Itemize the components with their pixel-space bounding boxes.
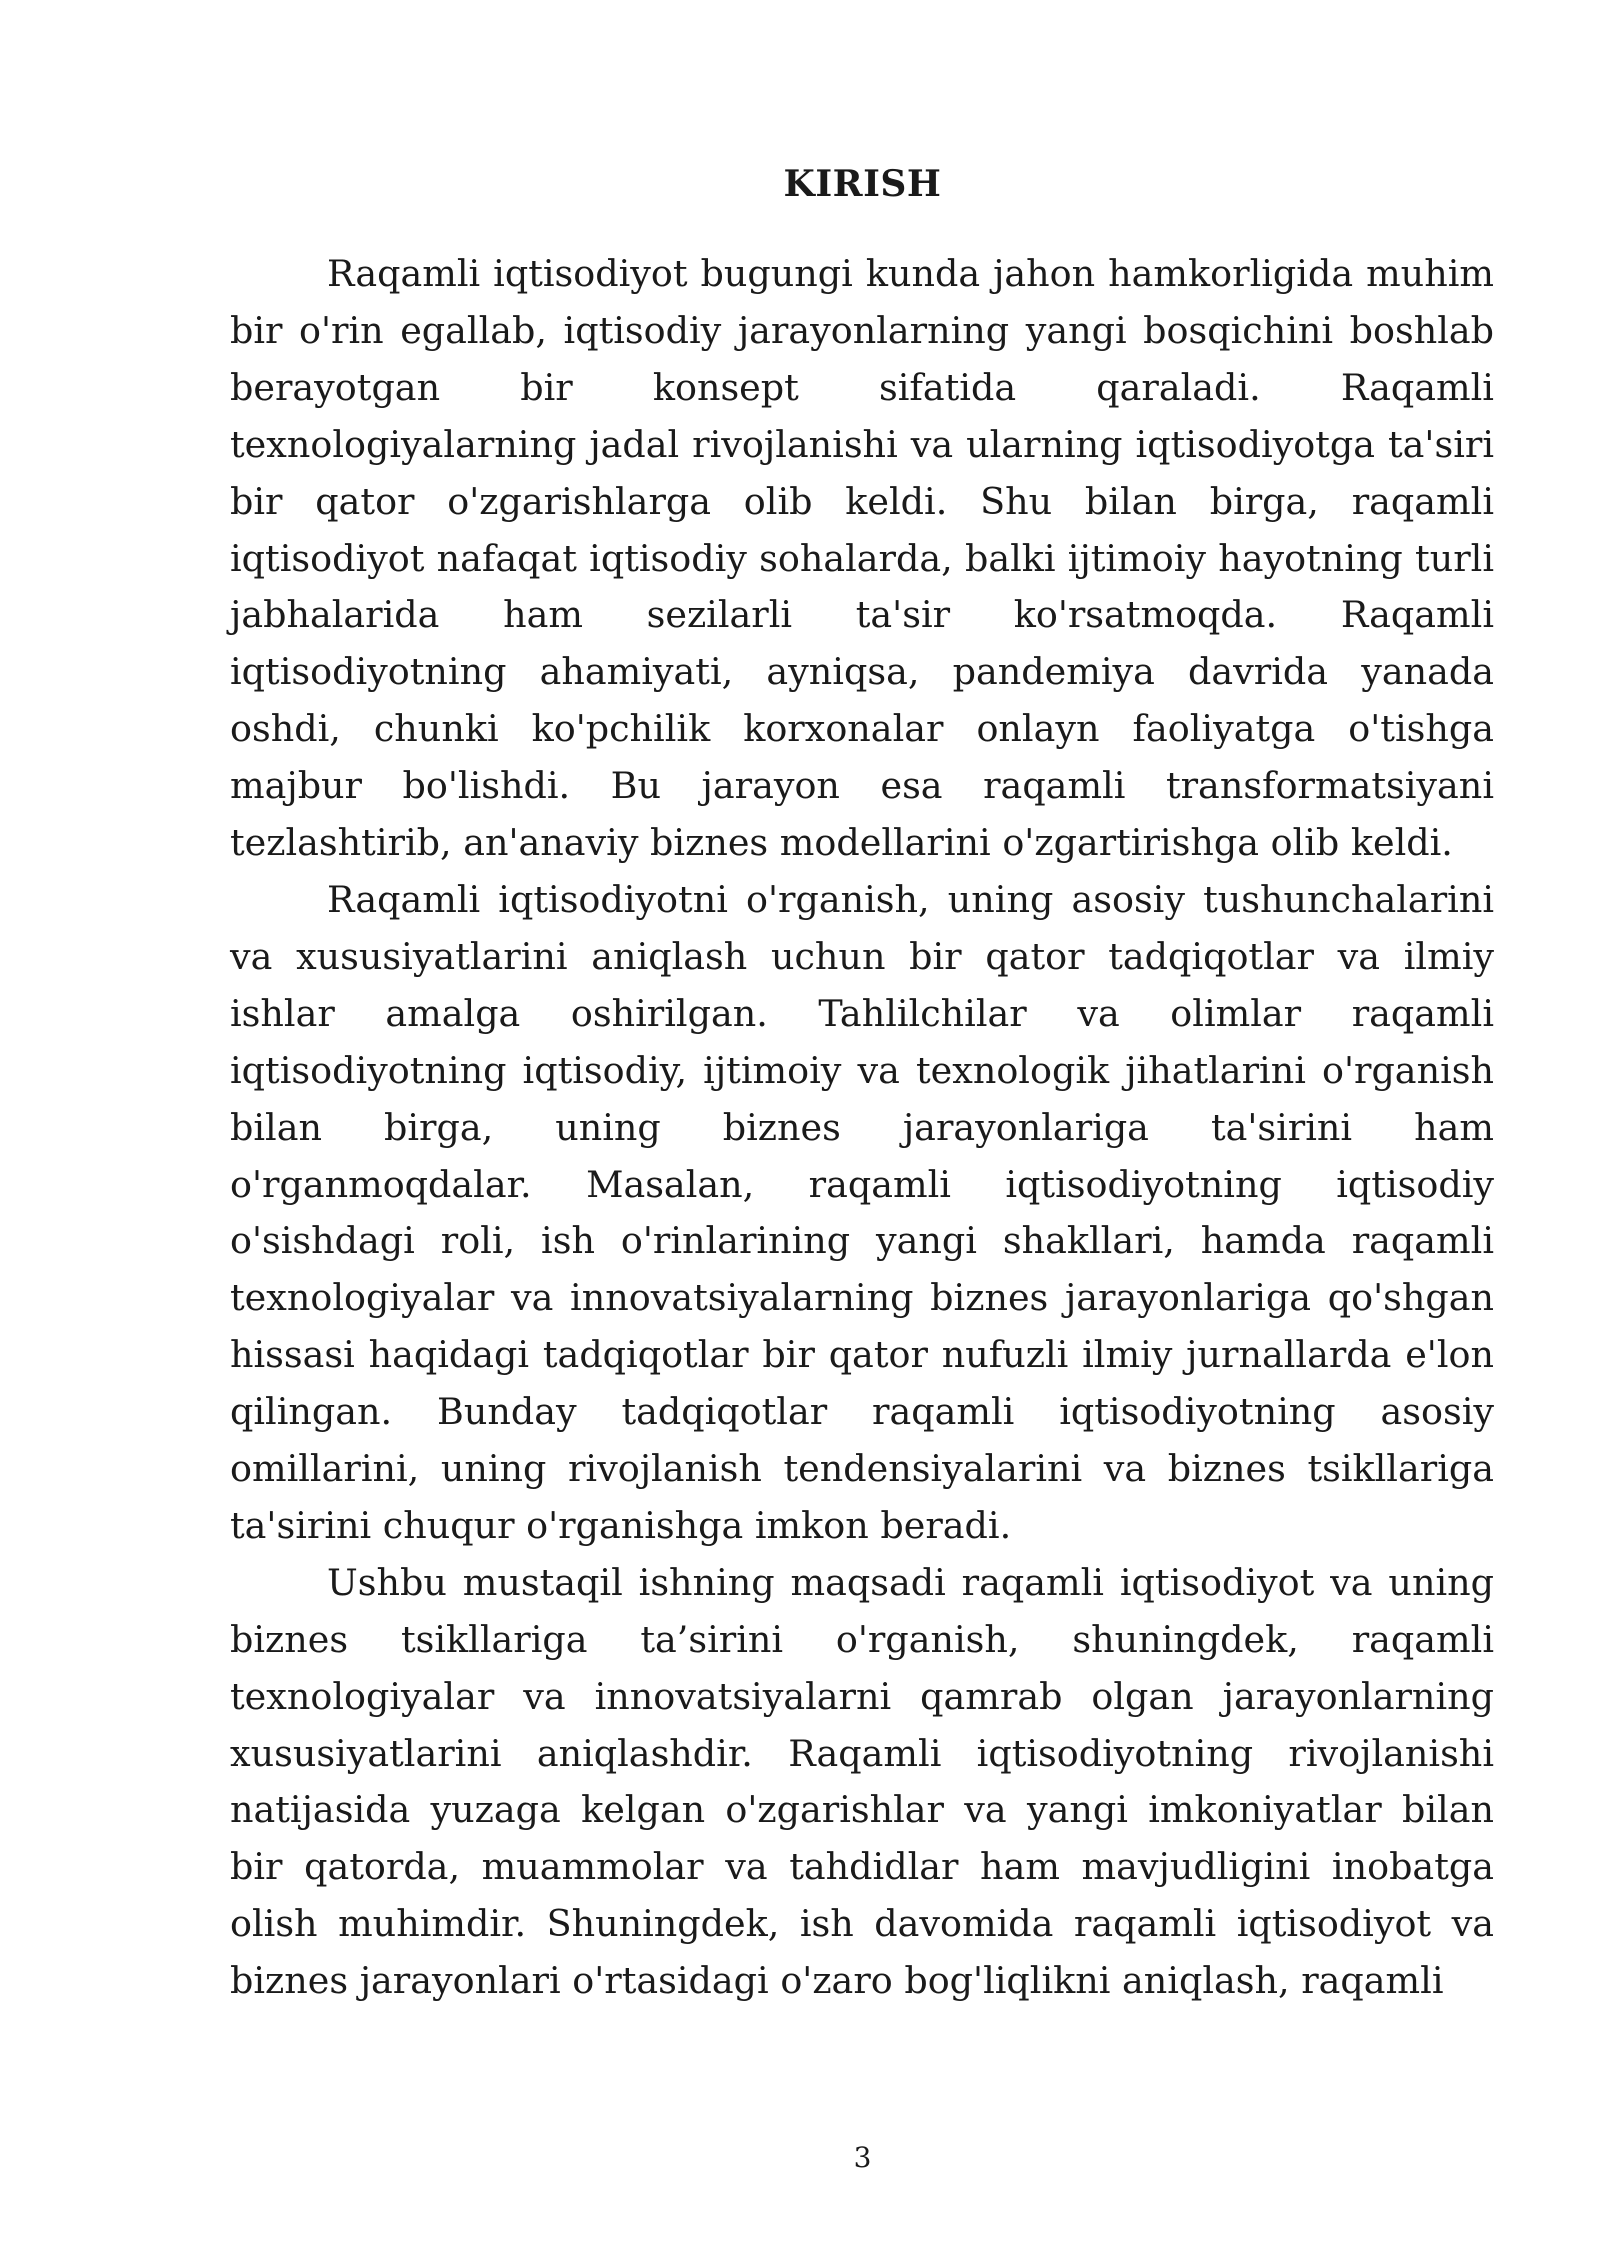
page-number: 3 [853, 2141, 872, 2174]
body-text [230, 246, 1494, 2010]
paragraph-2: Raqamli iqtisodiyotni o'rganish, uning asosiy tushunchalarini va xususiyatlarini aniqlash uchun bir qator tadqiqotlar va ilmiy ishlar amalga oshirilgan. Tahlilchilar va olimlar raqamli iqtisodiyotning iqtisodiy, ijtimoiy va texnologik jihatlarini o'rganish bilan birga, uning biznes jarayonlariga ta'sirini ham o'rganmoqdalar. Masalan, raqamli iqtisodiyotning iqtisodiy o'sishdagi roli, ish o'rinlarining yangi shakllari, hamda raqamli texnologiyalar va innovatsiyalarning biznes jarayonlariga qo'shgan hissasi haqidagi tadqiqotlar bir qator nufuzli ilmiy jurnallarda e'lon qilingan. Bunday tadqiqotlar raqamli iqtisodiyotning asosiy omillarini, uning rivojlanish tendensiyalarini va biznes tsikllariga ta'sirini chuqur o'rganishga imkon beradi. [230, 877, 1494, 1547]
section-heading: KIRISH [783, 163, 942, 205]
paragraph-3: Ushbu mustaqil ishning maqsadi raqamli iqtisodiyot va uning biznes tsikllariga ta’sirini o'rganish, shuningdek, raqamli texnologiyalar va innovatsiyalarni qamrab olgan jarayonlarning xususiyatlarini aniqlashdir. Raqamli iqtisodiyotning rivojlanishi natijasida yuzaga kelgan o'zgarishlar va yangi imkoniyatlar bilan bir qatorda, muammolar va tahdidlar ham mavjudligini inobatga olish muhimdir. Shuningdek, ish davomida raqamli iqtisodiyot va biznes jarayonlari o'rtasidagi o'zaro bog'liqlikni aniqlash, raqamli [230, 1560, 1494, 2003]
paragraph-1: Raqamli iqtisodiyot bugungi kunda jahon hamkorligida muhim bir o'rin egallab, iqtisodiy jarayonlarning yangi bosqichini boshlab berayotgan bir konsept sifatida qaraladi. Raqamli texnologiyalarning jadal rivojlanishi va ularning iqtisodiyotga ta'siri bir qator o'zgarishlarga olib keldi. Shu bilan birga, raqamli iqtisodiyot nafaqat iqtisodiy sohalarda, balki ijtimoiy hayotning turli jabhalarida ham sezilarli ta'sir ko'rsatmoqda. Raqamli iqtisodiyotning ahamiyati, ayniqsa, pandemiya davrida yanada oshdi, chunki ko'pchilik korxonalar onlayn faoliyatga o'tishga majbur bo'lishdi. Bu jarayon esa raqamli transformatsiyani tezlashtirib, an'anaviy biznes modellarini o'zgartirishga olib keldi. [230, 252, 1494, 865]
